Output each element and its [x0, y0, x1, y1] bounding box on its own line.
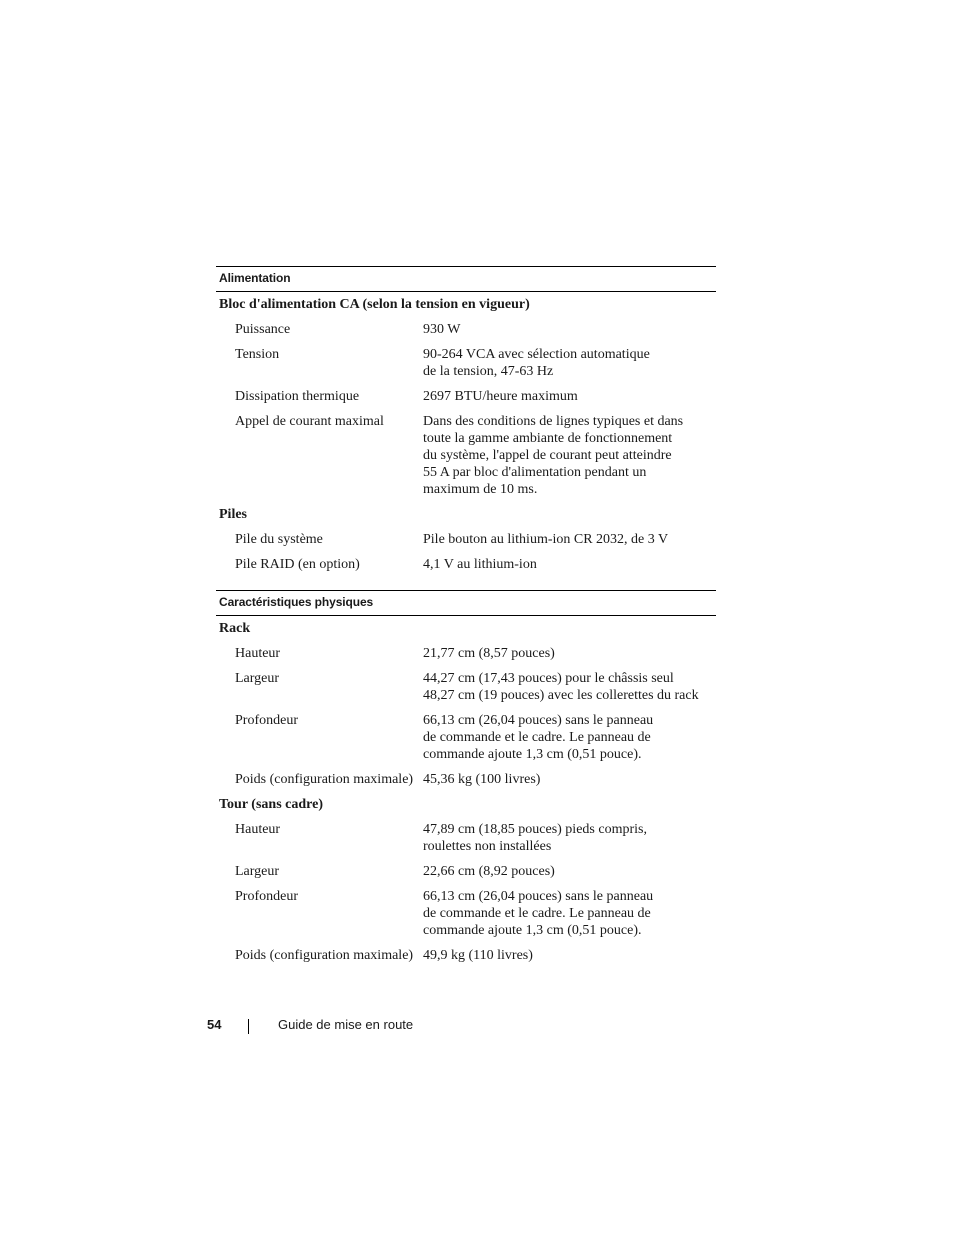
spec-value: 90-264 VCA avec sélection automatique de la tension, 47-63 Hz	[423, 347, 650, 379]
section-title-physical: Caractéristiques physiques	[216, 590, 716, 616]
spec-value: 49,9 kg (110 livres)	[423, 948, 533, 963]
group-title-batteries: Piles	[219, 507, 247, 522]
spec-value: Pile bouton au lithium-ion CR 2032, de 3 V	[423, 532, 669, 547]
spec-label: Hauteur	[235, 646, 281, 661]
spec-label: Tension	[235, 347, 280, 362]
footer-divider	[248, 1019, 249, 1034]
spec-row	[216, 527, 716, 552]
spec-row	[216, 817, 716, 859]
spec-row	[216, 884, 716, 943]
page-number: 54	[207, 1017, 222, 1032]
spec-row	[216, 317, 716, 342]
section-title-power: Alimentation	[216, 266, 716, 292]
section-gap	[216, 577, 716, 590]
spec-label: Poids (configuration maximale)	[235, 772, 414, 787]
spec-value: Dans des conditions de lignes typiques et dans toute la gamme ambiante de fonctionnement du système, l'appel de courant peut atteindre 55 A par bloc d'alimentation pendant un maximum de 10 ms.	[423, 414, 684, 497]
spec-row	[216, 767, 716, 792]
group-title-ac-psu: Bloc d'alimentation CA (selon la tension en vigueur)	[219, 297, 530, 312]
spec-value: 47,89 cm (18,85 pouces) pieds compris, roulettes non installées	[423, 822, 647, 854]
spec-label: Dissipation thermique	[235, 389, 360, 404]
spec-label: Profondeur	[235, 713, 298, 728]
spec-label: Pile du système	[235, 532, 323, 547]
spec-label: Largeur	[235, 671, 280, 686]
spec-value: 66,13 cm (26,04 pouces) sans le panneau de commande et le cadre. Le panneau de commande ajoute 1,3 cm (0,51 pouce).	[423, 889, 654, 938]
spec-label: Appel de courant maximal	[235, 414, 384, 429]
spec-value: 21,77 cm (8,57 pouces)	[423, 646, 555, 661]
spec-value: 44,27 cm (17,43 pouces) pour le châssis seul 48,27 cm (19 pouces) avec les collerettes du rack	[423, 671, 699, 703]
spec-row	[216, 342, 716, 384]
spec-tables	[216, 266, 716, 968]
document-title: Guide de mise en route	[278, 1017, 414, 1032]
spec-label: Hauteur	[235, 822, 281, 837]
spec-row	[216, 666, 716, 708]
spec-label: Puissance	[235, 322, 291, 337]
spec-row	[216, 384, 716, 409]
spec-label: Largeur	[235, 864, 280, 879]
spec-value: 4,1 V au lithium-ion	[423, 557, 537, 572]
spec-row	[216, 552, 716, 577]
spec-row	[216, 943, 716, 968]
spec-row	[216, 708, 716, 767]
spec-value: 930 W	[423, 322, 461, 337]
spec-value: 66,13 cm (26,04 pouces) sans le panneau de commande et le cadre. Le panneau de commande ajoute 1,3 cm (0,51 pouce).	[423, 713, 654, 762]
spec-row	[216, 641, 716, 666]
spec-row	[216, 859, 716, 884]
spec-label: Pile RAID (en option)	[235, 557, 360, 572]
spec-row	[216, 409, 716, 502]
spec-label: Poids (configuration maximale)	[235, 948, 414, 963]
spec-value: 2697 BTU/heure maximum	[423, 389, 578, 404]
group-title-rack: Rack	[219, 621, 251, 636]
spec-value: 45,36 kg (100 livres)	[423, 772, 541, 787]
spec-value: 22,66 cm (8,92 pouces)	[423, 864, 555, 879]
spec-label: Profondeur	[235, 889, 298, 904]
group-title-tower: Tour (sans cadre)	[219, 797, 323, 812]
